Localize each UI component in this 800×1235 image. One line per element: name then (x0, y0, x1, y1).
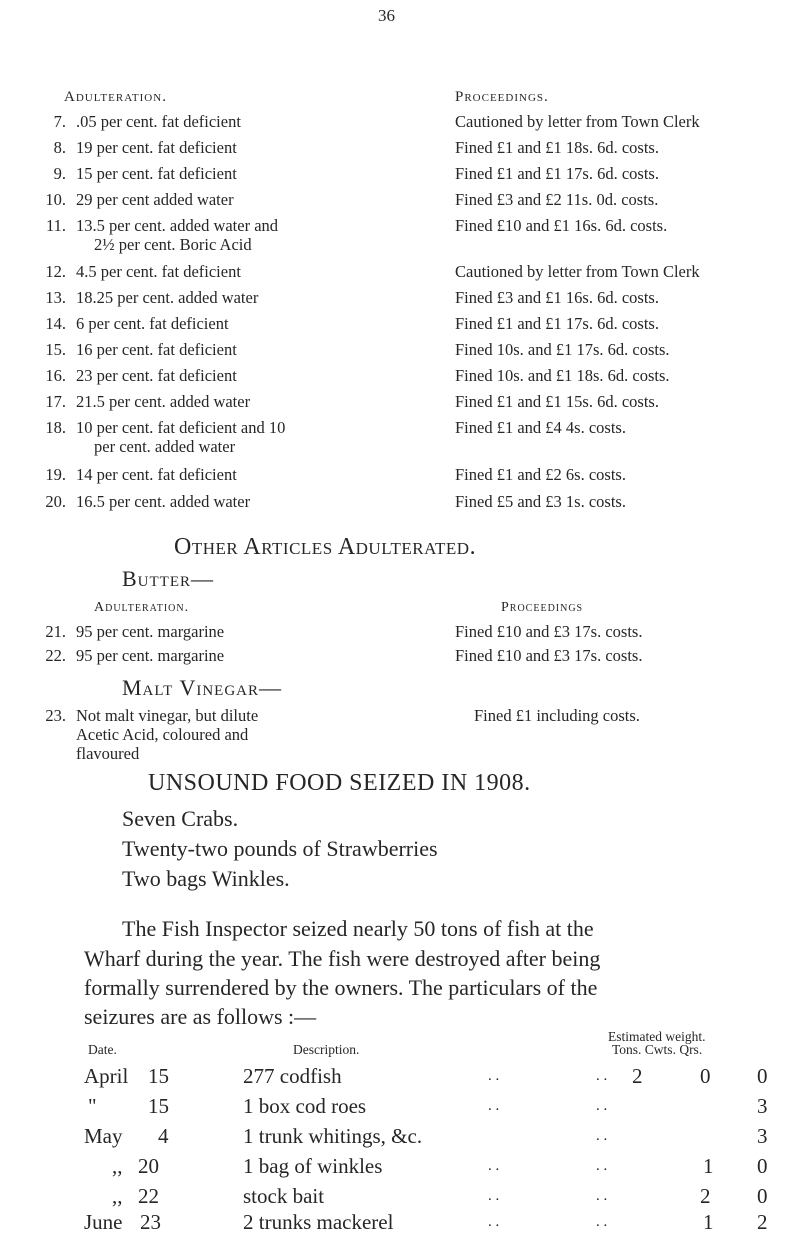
row-proceedings: Fined £10 and £1 16s. 6d. costs. (455, 216, 668, 235)
seizure-cwts: 0 (700, 1064, 711, 1088)
row-number: 16. (45, 366, 66, 385)
row-number: 19. (45, 465, 66, 484)
row-proceedings: Fined £1 and £1 15s. 6d. costs. (455, 392, 659, 411)
butter-heading: Butter— (122, 566, 214, 591)
seizure-cwts: 1 (703, 1210, 714, 1234)
row-proceedings: Fined £1 and £1 17s. 6d. costs. (455, 164, 659, 183)
butter-proceedings-header: Proceedings (501, 600, 584, 615)
row-adulteration-continued: per cent. added water (94, 437, 236, 456)
page-number: 36 (378, 6, 395, 25)
row-adulteration: 16 per cent. fat deficient (76, 340, 237, 359)
seizure-description: stock bait (243, 1184, 325, 1208)
row-proceedings: Cautioned by letter from Town Clerk (455, 112, 700, 131)
row-adulteration: 95 per cent. margarine (76, 622, 225, 641)
paragraph-line: seizures are as follows :— (84, 1004, 317, 1029)
row-adulteration: 15 per cent. fat deficient (76, 164, 237, 183)
row-adulteration: 14 per cent. fat deficient (76, 465, 237, 484)
estimated-weight-header: Estimated weight. (608, 1029, 706, 1044)
paragraph-line: formally surrendered by the owners. The particulars of the (84, 975, 598, 1000)
row-number: 12. (45, 262, 66, 281)
row-proceedings: Fined £1 and £4 4s. costs. (455, 418, 626, 437)
row-adulteration-continued: flavoured (76, 744, 140, 763)
row-adulteration: Not malt vinegar, but dilute (76, 706, 259, 725)
seizure-month: May (84, 1124, 123, 1148)
seizure-month: ,, (112, 1184, 123, 1208)
seizure-description: 2 trunks mackerel (243, 1210, 394, 1234)
unsound-food-item: Twenty-two pounds of Strawberries (122, 836, 438, 861)
other-articles-title: Other Articles Adulterated. (174, 534, 477, 560)
row-adulteration: 10 per cent. fat deficient and 10 (76, 418, 286, 437)
row-number: 17. (45, 392, 66, 411)
proceedings-header: Proceedings. (455, 89, 549, 105)
row-adulteration: 13.5 per cent. added water and (76, 216, 279, 235)
row-adulteration: 95 per cent. margarine (76, 646, 225, 665)
seizure-cwts: 1 (703, 1154, 714, 1178)
row-proceedings: Fined 10s. and £1 18s. 6d. costs. (455, 366, 670, 385)
row-proceedings: Fined £1 including costs. (474, 706, 640, 725)
seizure-qrs: 3 (757, 1094, 768, 1118)
row-adulteration: 18.25 per cent. added water (76, 288, 259, 307)
butter-adulteration-header: Adulteration. (94, 600, 190, 615)
seizure-day: 15 (148, 1094, 169, 1118)
row-number: 22. (45, 646, 66, 665)
unsound-food-item: Seven Crabs. (122, 806, 239, 831)
seizure-day: 20 (138, 1154, 159, 1178)
row-number: 7. (53, 112, 66, 131)
paragraph-line: Wharf during the year. The fish were destroyed after being (84, 946, 601, 971)
row-number: 13. (45, 288, 66, 307)
seizure-qrs: 0 (757, 1154, 768, 1178)
row-proceedings: Fined 10s. and £1 17s. 6d. costs. (455, 340, 670, 359)
seizure-day: 22 (138, 1184, 159, 1208)
adulteration-header: Adulteration. (64, 89, 167, 105)
malt-vinegar-heading: Malt Vinegar— (122, 675, 282, 700)
row-number: 10. (45, 190, 66, 209)
unsound-food-title: UNSOUND FOOD SEIZED IN 1908. (148, 770, 531, 796)
row-number: 20. (45, 492, 66, 511)
row-proceedings: Cautioned by letter from Town Clerk (455, 262, 700, 281)
seizure-qrs: 2 (757, 1210, 768, 1234)
seizure-description: 1 trunk whitings, &c. (243, 1124, 423, 1148)
row-adulteration-continued: Acetic Acid, coloured and (76, 725, 249, 744)
seizure-qrs: 0 (757, 1064, 768, 1088)
seizure-day: 15 (148, 1064, 169, 1088)
seizure-description: 1 bag of winkles (243, 1154, 383, 1178)
row-adulteration: 19 per cent. fat deficient (76, 138, 237, 157)
row-adulteration: 29 per cent added water (76, 190, 234, 209)
seizure-description: 1 box cod roes (243, 1094, 367, 1118)
seizure-tons: 2 (632, 1064, 643, 1088)
row-number: 18. (45, 418, 66, 437)
seizure-month: April (84, 1064, 129, 1088)
seizure-day: 4 (158, 1124, 169, 1148)
row-adulteration: 23 per cent. fat deficient (76, 366, 237, 385)
row-proceedings: Fined £1 and £1 17s. 6d. costs. (455, 314, 659, 333)
row-adulteration: 16.5 per cent. added water (76, 492, 251, 511)
date-header: Date. (88, 1042, 117, 1057)
row-proceedings: Fined £3 and £1 16s. 6d. costs. (455, 288, 659, 307)
row-adulteration: 4.5 per cent. fat deficient (76, 262, 241, 281)
row-number: 14. (45, 314, 66, 333)
row-number: 9. (53, 164, 66, 183)
seizure-day: 23 (140, 1210, 161, 1234)
row-proceedings: Fined £10 and £3 17s. costs. (455, 622, 643, 641)
row-proceedings: Fined £1 and £2 6s. costs. (455, 465, 626, 484)
seizure-qrs: 0 (757, 1184, 768, 1208)
row-adulteration: 6 per cent. fat deficient (76, 314, 229, 333)
row-proceedings: Fined £1 and £1 18s. 6d. costs. (455, 138, 659, 157)
row-number: 8. (53, 138, 66, 157)
row-number: 11. (45, 216, 66, 235)
seizure-month: June (84, 1210, 123, 1234)
row-adulteration-continued: 2½ per cent. Boric Acid (94, 235, 252, 254)
row-number: 23. (45, 706, 66, 725)
row-proceedings: Fined £3 and £2 11s. 0d. costs. (455, 190, 659, 209)
seizure-description: 277 codfish (243, 1064, 342, 1088)
paragraph-line: The Fish Inspector seized nearly 50 tons of fish at the (122, 916, 594, 941)
description-header: Description. (293, 1042, 360, 1057)
row-number: 21. (45, 622, 66, 641)
seizure-qrs: 3 (757, 1124, 768, 1148)
units-header: Tons. Cwts. Qrs. (612, 1042, 703, 1057)
row-adulteration: .05 per cent. fat deficient (76, 112, 241, 131)
row-proceedings: Fined £5 and £3 1s. costs. (455, 492, 626, 511)
row-number: 15. (45, 340, 66, 359)
unsound-food-item: Two bags Winkles. (122, 866, 290, 891)
row-proceedings: Fined £10 and £3 17s. costs. (455, 646, 643, 665)
seizure-month: ,, (112, 1154, 123, 1178)
seizure-month: " (88, 1094, 97, 1118)
seizure-cwts: 2 (700, 1184, 711, 1208)
row-adulteration: 21.5 per cent. added water (76, 392, 251, 411)
